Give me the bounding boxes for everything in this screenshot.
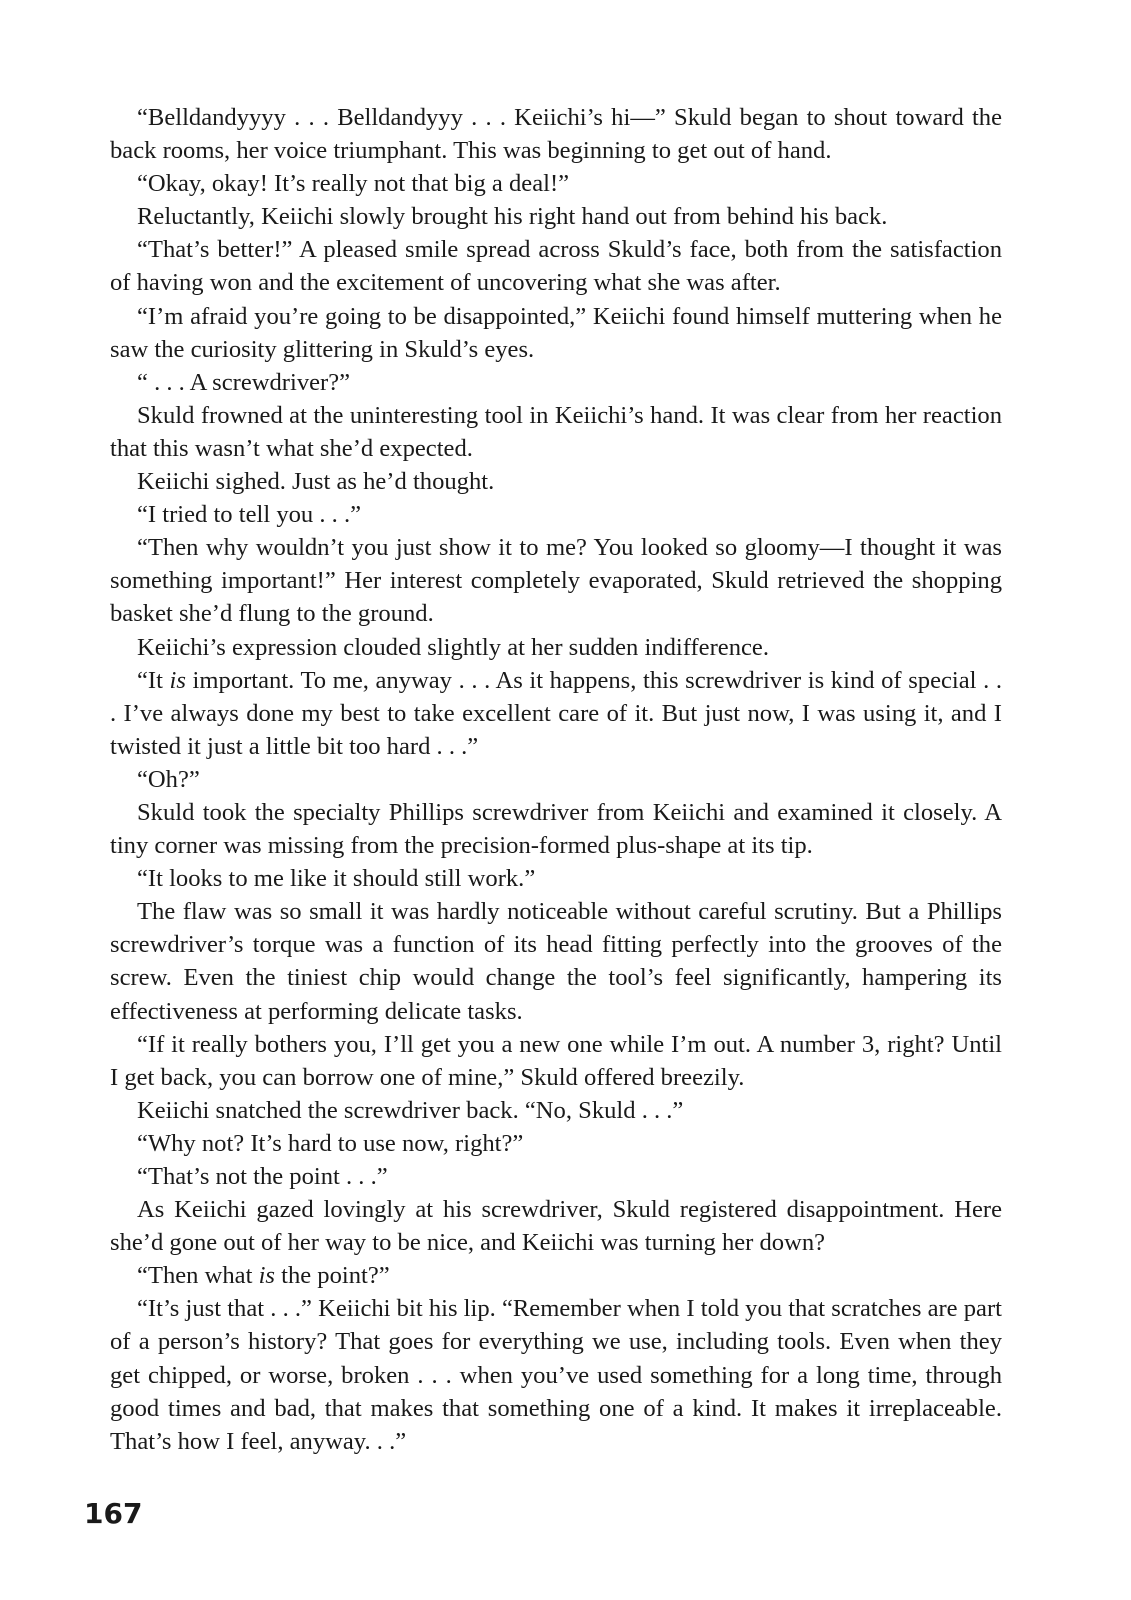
paragraph (110, 1028, 1002, 1094)
text-run: Keiichi sighed. Just as he’d thought. (137, 468, 495, 496)
paragraph (110, 399, 1002, 465)
paragraph (110, 763, 1002, 796)
paragraph (110, 1160, 1002, 1193)
text-run: Skuld frowned at the uninteresting tool in Keiichi’s hand. It was clear from her reaction that this wasn’t what she’d expected. (110, 401, 1002, 462)
text-run: “Why not? It’s hard to use now, right?” (137, 1129, 524, 1157)
text-run: “It’s just that . . .” Keiichi bit his lip. “Remember when I told you that scratches are part of a person’s history? That goes for everything we use, including tools. Even when they get chipped, or worse, broken . . . when you’ve used something for a long time, through good times and bad, that makes that something one of a kind. It makes it irreplaceable. That’s how I feel, anyway. . .” (110, 1295, 1002, 1455)
text-run: the point?” (274, 1262, 390, 1290)
paragraph (110, 796, 1002, 862)
paragraph (110, 101, 1002, 167)
paragraph (110, 498, 1002, 531)
paragraph (110, 1127, 1002, 1160)
paragraph (110, 300, 1002, 366)
paragraph (110, 1259, 1002, 1292)
paragraph (110, 1094, 1002, 1127)
text-run: “Okay, okay! It’s really not that big a deal!” (137, 170, 570, 198)
paragraph (110, 200, 1002, 233)
italic-text: is (258, 1262, 275, 1290)
text-run: Keiichi snatched the screwdriver back. “No, Skuld . . .” (137, 1096, 684, 1124)
body-text (110, 101, 1002, 1458)
text-run: Skuld took the specialty Phillips screwdriver from Keiichi and examined it closely. A tiny corner was missing from the precision-formed plus-shape at its tip. (110, 798, 1002, 860)
paragraph (110, 233, 1002, 299)
paragraph (110, 167, 1002, 200)
text-run: “Then why wouldn’t you just show it to me? You looked so gloomy—I thought it was something important!” Her interest completely evaporated, Skuld retrieved the shopping basket she’d flung to the ground. (110, 534, 1002, 628)
text-run: Reluctantly, Keiichi slowly brought his right hand out from behind his back. (137, 203, 888, 231)
paragraph (110, 895, 1002, 1027)
text-run: “I tried to tell you . . .” (137, 501, 362, 529)
paragraph (110, 366, 1002, 399)
text-run: “It (137, 666, 170, 694)
text-run: “If it really bothers you, I’ll get you a new one while I’m out. A number 3, right? Until I get back, you can borrow one of mine,” Skuld offered breezily. (110, 1030, 1002, 1091)
text-run: As Keiichi gazed lovingly at his screwdriver, Skuld registered disappointment. Here she’d gone out of her way to be nice, and Keiichi was turning her down? (110, 1196, 1002, 1257)
text-run: “That’s not the point . . .” (137, 1163, 388, 1190)
paragraph (110, 465, 1002, 498)
text-run: important. To me, anyway . . . As it happens, this screwdriver is kind of special . . . I’ve always done my best to take excellent care of it. But just now, I was using it, and I twisted it just a little bit too hard . . .” (110, 666, 1003, 760)
italic-text: is (169, 666, 186, 694)
text-run: “That’s better!” A pleased smile spread across Skuld’s face, both from the satisfaction of having won and the excitement of uncovering what she was after. (110, 236, 1002, 297)
text-run: “Then what (137, 1262, 259, 1290)
text-run: “I’m afraid you’re going to be disappointed,” Keiichi found himself muttering when he saw the curiosity glittering in Skuld’s eyes. (110, 302, 1002, 363)
paragraph (110, 1193, 1002, 1259)
text-run: Keiichi’s expression clouded slightly at her sudden indifference. (137, 633, 769, 661)
page-number: 167 (84, 1497, 143, 1530)
text-run: “ . . . A screwdriver?” (137, 368, 351, 396)
text-run: The flaw was so small it was hardly noticeable without careful scrutiny. But a Phillips screwdriver’s torque was a function of its head fitting perfectly into the grooves of the screw. Even the tiniest chip would change the tool’s feel significantly, hampering its effectiveness at performing delicate tasks. (110, 898, 1002, 1025)
paragraph (110, 664, 1002, 763)
text-run: “Oh?” (137, 765, 200, 793)
paragraph (110, 631, 1002, 664)
text-run: “It looks to me like it should still work.” (137, 865, 536, 893)
paragraph (110, 531, 1002, 630)
text-run: “Belldandyyyy . . . Belldandyyy . . . Keiichi’s hi—” Skuld began to shout toward the back rooms, her voice triumphant. This was beginning to get out of hand. (110, 104, 1002, 165)
paragraph (110, 1292, 1002, 1457)
paragraph (110, 862, 1002, 895)
